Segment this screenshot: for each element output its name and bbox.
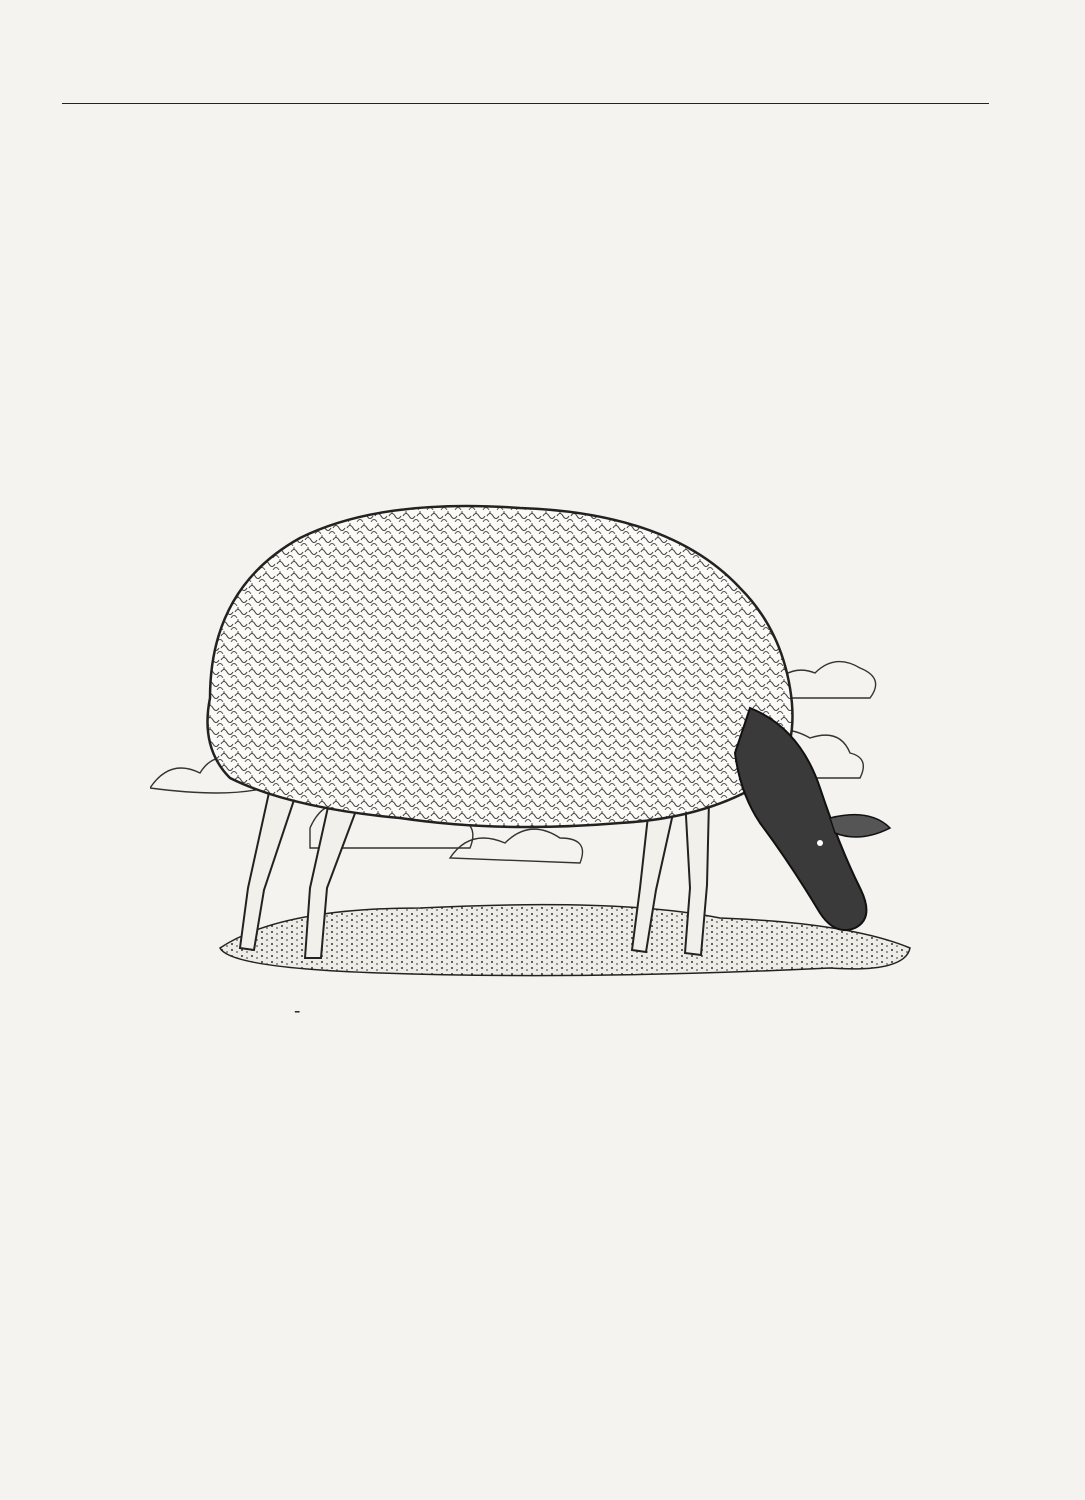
sheep-ear [830, 815, 890, 837]
figure-caption [294, 1000, 301, 1022]
sheep-illustration [150, 498, 930, 988]
page-header [62, 68, 985, 102]
sheep-eye [817, 840, 823, 846]
sheep-body [208, 506, 793, 827]
header-rule [62, 103, 989, 104]
caption-dash: - [294, 1000, 301, 1022]
